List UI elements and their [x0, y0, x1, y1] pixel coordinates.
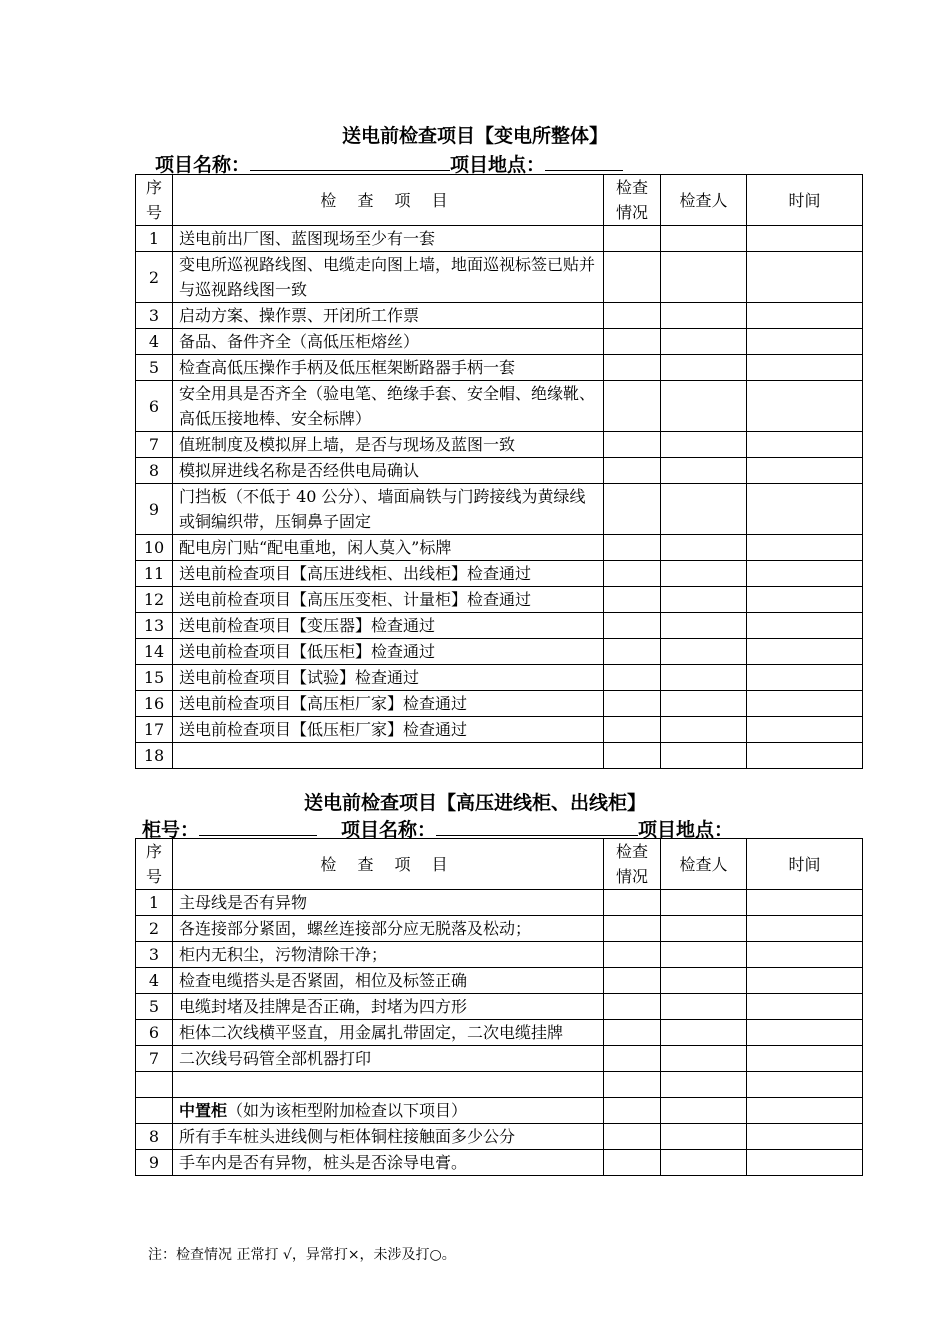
row-number: 7 — [136, 432, 173, 458]
check-situation-cell[interactable] — [604, 890, 661, 916]
row-number: 18 — [136, 743, 173, 769]
inspector-cell[interactable] — [661, 968, 747, 994]
time-cell[interactable] — [747, 1150, 863, 1176]
check-item-text: 检查高低压操作手柄及低压框架断路器手柄一套 — [173, 355, 604, 381]
check-item-text: 变电所巡视路线图、电缆走向图上墙，地面巡视标签已贴并与巡视路线图一致 — [173, 252, 604, 303]
time-cell[interactable] — [747, 458, 863, 484]
table-row — [136, 942, 863, 968]
row-number: 17 — [136, 717, 173, 743]
time-cell[interactable] — [747, 994, 863, 1020]
time-cell[interactable] — [747, 717, 863, 743]
row-number: 13 — [136, 613, 173, 639]
row-number: 1 — [136, 890, 173, 916]
inspector-cell[interactable] — [661, 743, 747, 769]
check-situation-cell[interactable] — [604, 994, 661, 1020]
project-name-field[interactable] — [436, 817, 638, 836]
check-situation-cell[interactable] — [604, 303, 661, 329]
table-row — [136, 890, 863, 916]
table-row — [136, 1046, 863, 1072]
check-item-text: 配电房门贴“配电重地，闲人莫入”标牌 — [173, 535, 604, 561]
inspector-cell[interactable] — [661, 303, 747, 329]
row-number: 12 — [136, 587, 173, 613]
inspector-cell[interactable] — [661, 432, 747, 458]
row-number: 15 — [136, 665, 173, 691]
row-number: 7 — [136, 1046, 173, 1072]
check-situation-cell[interactable] — [604, 458, 661, 484]
inspector-cell[interactable] — [661, 561, 747, 587]
table-row — [136, 717, 863, 743]
header-item: 检 查 项 目 — [173, 175, 604, 226]
table-row — [136, 355, 863, 381]
inspector-cell[interactable] — [661, 535, 747, 561]
empty-cell — [173, 1072, 604, 1098]
inspector-cell[interactable] — [661, 639, 747, 665]
table-row — [136, 639, 863, 665]
check-situation-cell[interactable] — [604, 252, 661, 303]
project-location-label: 项目地点： — [638, 819, 734, 841]
row-number: 1 — [136, 226, 173, 252]
row-number: 6 — [136, 1020, 173, 1046]
inspector-cell[interactable] — [661, 1098, 747, 1124]
check-situation-cell[interactable] — [604, 691, 661, 717]
check-item-text — [173, 743, 604, 769]
inspector-cell[interactable] — [661, 1124, 747, 1150]
empty-cell — [136, 1098, 173, 1124]
time-cell[interactable] — [747, 1020, 863, 1046]
header-inspector: 检查人 — [661, 175, 747, 226]
table-row — [136, 587, 863, 613]
inspector-cell[interactable] — [661, 226, 747, 252]
inspector-cell[interactable] — [661, 587, 747, 613]
table-row — [136, 329, 863, 355]
inspector-cell[interactable] — [661, 665, 747, 691]
row-number: 3 — [136, 303, 173, 329]
row-number: 5 — [136, 994, 173, 1020]
row-number: 10 — [136, 535, 173, 561]
table-row — [136, 458, 863, 484]
check-item-text: 值班制度及模拟屏上墙，是否与现场及蓝图一致 — [173, 432, 604, 458]
row-number: 4 — [136, 968, 173, 994]
check-item-text: 电缆封堵及挂牌是否正确，封堵为四方形 — [173, 994, 604, 1020]
inspector-cell[interactable] — [661, 458, 747, 484]
inspector-cell[interactable] — [661, 484, 747, 535]
row-number: 9 — [136, 1150, 173, 1176]
header-seq: 序号 — [136, 175, 173, 226]
midcab-bold-label: 中置柜 — [179, 1101, 228, 1120]
check-item-text: 所有手车桩头进线侧与柜体铜柱接触面多少公分 — [173, 1124, 604, 1150]
check-item-text: 送电前检查项目【高压进线柜、出线柜】检查通过 — [173, 561, 604, 587]
table-row — [136, 916, 863, 942]
time-cell[interactable] — [747, 252, 863, 303]
table-row — [136, 381, 863, 432]
inspector-cell[interactable] — [661, 252, 747, 303]
table-row — [136, 691, 863, 717]
row-number: 6 — [136, 381, 173, 432]
row-number: 4 — [136, 329, 173, 355]
time-cell[interactable] — [747, 587, 863, 613]
time-cell[interactable] — [747, 916, 863, 942]
table-row — [136, 432, 863, 458]
row-number: 11 — [136, 561, 173, 587]
section2-title: 送电前检查项目【高压进线柜、出线柜】 — [303, 792, 646, 814]
check-situation-cell[interactable] — [604, 717, 661, 743]
table-row — [136, 226, 863, 252]
project-name-field[interactable] — [250, 152, 450, 171]
footnote: 注：检查情况 正常打 √，异常打×，未涉及打○。 — [148, 1247, 456, 1263]
check-situation-cell[interactable] — [604, 613, 661, 639]
empty-row — [136, 1072, 863, 1098]
check-situation-cell[interactable] — [604, 1046, 661, 1072]
time-cell[interactable] — [747, 968, 863, 994]
check-situation-cell[interactable] — [604, 329, 661, 355]
time-cell[interactable] — [747, 613, 863, 639]
table-row — [136, 994, 863, 1020]
check-item-text: 送电前出厂图、蓝图现场至少有一套 — [173, 226, 604, 252]
cabinet-no-field[interactable] — [199, 817, 317, 836]
header-inspector: 检查人 — [661, 839, 747, 890]
check-item-text: 备品、备件齐全（高低压柜熔丝） — [173, 329, 604, 355]
time-cell[interactable] — [747, 691, 863, 717]
check-item-text: 送电前检查项目【变压器】检查通过 — [173, 613, 604, 639]
header-seq: 序号 — [136, 839, 173, 890]
table-row — [136, 561, 863, 587]
cabinet-no-label: 柜号： — [142, 819, 200, 841]
project-location-field[interactable] — [545, 152, 623, 171]
check-situation-cell[interactable] — [604, 942, 661, 968]
inspector-cell[interactable] — [661, 329, 747, 355]
inspector-cell[interactable] — [661, 942, 747, 968]
table-row — [136, 968, 863, 994]
row-number: 2 — [136, 916, 173, 942]
check-item-text: 主母线是否有异物 — [173, 890, 604, 916]
check-item-text: 送电前检查项目【高压压变柜、计量柜】检查通过 — [173, 587, 604, 613]
header-time: 时间 — [747, 839, 863, 890]
inspector-cell[interactable] — [661, 994, 747, 1020]
check-item-text: 门挡板（不低于 40 公分）、墙面扁铁与门跨接线为黄绿线或铜编织带，压铜鼻子固定 — [173, 484, 604, 535]
check-situation-cell[interactable] — [604, 1150, 661, 1176]
check-situation-cell[interactable] — [604, 916, 661, 942]
check-item-text: 送电前检查项目【低压柜厂家】检查通过 — [173, 717, 604, 743]
row-number: 5 — [136, 355, 173, 381]
table-row — [136, 1124, 863, 1150]
inspector-cell[interactable] — [661, 916, 747, 942]
check-item-text: 检查电缆搭头是否紧固，相位及标签正确 — [173, 968, 604, 994]
check-situation-cell[interactable] — [604, 968, 661, 994]
inspector-cell[interactable] — [661, 381, 747, 432]
section1-info-line — [155, 150, 623, 177]
midcab-note: （如为该柜型附加检查以下项目） — [227, 1101, 468, 1120]
check-situation-cell[interactable] — [604, 381, 661, 432]
time-cell[interactable] — [747, 561, 863, 587]
inspector-cell[interactable] — [661, 355, 747, 381]
table-row — [136, 1150, 863, 1176]
section1-title: 送电前检查项目【变电所整体】 — [341, 125, 608, 147]
section2-table — [135, 838, 863, 1176]
inspector-cell[interactable] — [661, 890, 747, 916]
empty-cell[interactable] — [604, 1072, 661, 1098]
section1-table — [135, 174, 863, 769]
time-cell[interactable] — [747, 942, 863, 968]
check-situation-cell[interactable] — [604, 1124, 661, 1150]
time-cell[interactable] — [747, 303, 863, 329]
table-row — [136, 252, 863, 303]
check-situation-cell[interactable] — [604, 226, 661, 252]
time-cell[interactable] — [747, 1046, 863, 1072]
table-row — [136, 303, 863, 329]
inspector-cell[interactable] — [661, 691, 747, 717]
header-time: 时间 — [747, 175, 863, 226]
table-row — [136, 743, 863, 769]
time-cell[interactable] — [747, 890, 863, 916]
time-cell[interactable] — [747, 1098, 863, 1124]
check-situation-cell[interactable] — [604, 665, 661, 691]
check-situation-cell[interactable] — [604, 587, 661, 613]
time-cell[interactable] — [747, 665, 863, 691]
time-cell[interactable] — [747, 639, 863, 665]
time-cell[interactable] — [747, 1124, 863, 1150]
time-cell[interactable] — [747, 329, 863, 355]
project-name-label: 项目名称： — [155, 154, 251, 176]
check-item-text: 手车内是否有异物，桩头是否涂导电膏。 — [173, 1150, 604, 1176]
inspector-cell[interactable] — [661, 1020, 747, 1046]
check-item-text: 柜体二次线横平竖直，用金属扎带固定，二次电缆挂牌 — [173, 1020, 604, 1046]
check-item-text: 送电前检查项目【试验】检查通过 — [173, 665, 604, 691]
check-item-text: 二次线号码管全部机器打印 — [173, 1046, 604, 1072]
time-cell[interactable] — [747, 432, 863, 458]
row-number: 2 — [136, 252, 173, 303]
check-item-text: 模拟屏进线名称是否经供电局确认 — [173, 458, 604, 484]
empty-cell[interactable] — [661, 1072, 747, 1098]
midcab-heading — [173, 1098, 604, 1124]
check-situation-cell[interactable] — [604, 535, 661, 561]
check-situation-cell[interactable] — [604, 639, 661, 665]
check-item-text: 启动方案、操作票、开闭所工作票 — [173, 303, 604, 329]
check-item-text: 各连接部分紧固，螺丝连接部分应无脱落及松动； — [173, 916, 604, 942]
row-number: 8 — [136, 1124, 173, 1150]
check-item-text: 送电前检查项目【低压柜】检查通过 — [173, 639, 604, 665]
check-situation-cell[interactable] — [604, 561, 661, 587]
empty-cell — [136, 1072, 173, 1098]
check-item-text: 柜内无积尘，污物清除干净； — [173, 942, 604, 968]
time-cell[interactable] — [747, 355, 863, 381]
header-situation: 检查情况 — [604, 175, 661, 226]
row-number: 3 — [136, 942, 173, 968]
table-row — [136, 484, 863, 535]
check-situation-cell[interactable] — [604, 484, 661, 535]
empty-cell[interactable] — [747, 1072, 863, 1098]
table-row — [136, 613, 863, 639]
row-number: 14 — [136, 639, 173, 665]
header-item: 检 查 项 目 — [173, 839, 604, 890]
inspector-cell[interactable] — [661, 613, 747, 639]
time-cell[interactable] — [747, 743, 863, 769]
row-number: 16 — [136, 691, 173, 717]
inspector-cell[interactable] — [661, 1150, 747, 1176]
project-name-label: 项目名称： — [341, 819, 437, 841]
check-situation-cell[interactable] — [604, 743, 661, 769]
midcab-section-row — [136, 1098, 863, 1124]
time-cell[interactable] — [747, 535, 863, 561]
row-number: 9 — [136, 484, 173, 535]
header-situation: 检查情况 — [604, 839, 661, 890]
check-situation-cell[interactable] — [604, 1098, 661, 1124]
table-row — [136, 535, 863, 561]
time-cell[interactable] — [747, 484, 863, 535]
table-row — [136, 1020, 863, 1046]
time-cell[interactable] — [747, 381, 863, 432]
check-item-text: 送电前检查项目【高压柜厂家】检查通过 — [173, 691, 604, 717]
check-item-text: 安全用具是否齐全（验电笔、绝缘手套、安全帽、绝缘靴、高低压接地棒、安全标牌） — [173, 381, 604, 432]
inspector-cell[interactable] — [661, 1046, 747, 1072]
check-situation-cell[interactable] — [604, 432, 661, 458]
check-situation-cell[interactable] — [604, 1020, 661, 1046]
table-row — [136, 665, 863, 691]
row-number: 8 — [136, 458, 173, 484]
time-cell[interactable] — [747, 226, 863, 252]
check-situation-cell[interactable] — [604, 355, 661, 381]
inspector-cell[interactable] — [661, 717, 747, 743]
project-location-label: 项目地点： — [450, 154, 546, 176]
